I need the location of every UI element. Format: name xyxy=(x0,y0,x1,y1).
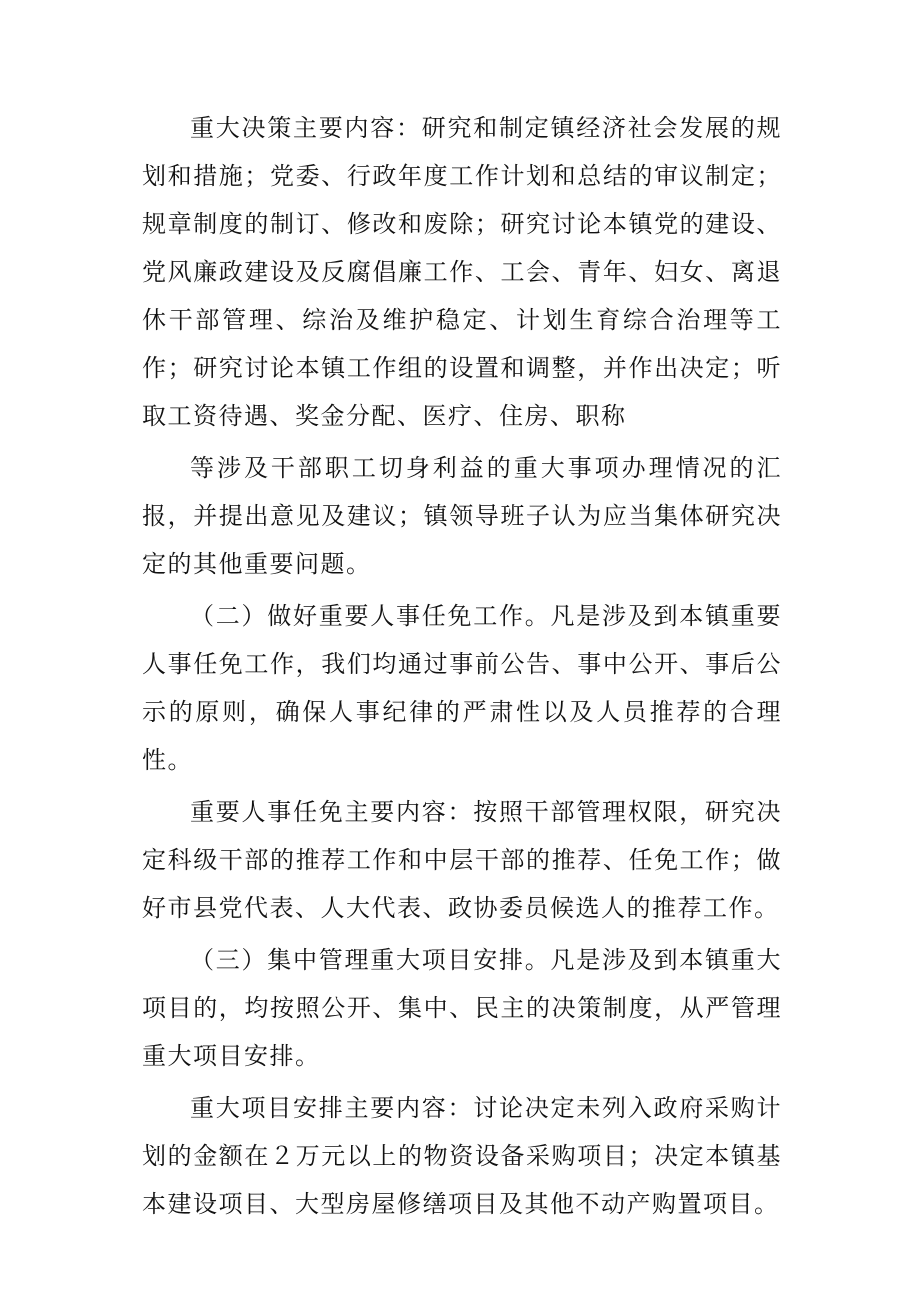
paragraph-major-projects: （三）集中管理重大项目安排。凡是涉及到本镇重大项目的，均按照公开、集中、民主的决策制度，从严管理重大项目安排。 xyxy=(142,946,782,1070)
paragraph-personnel-content: 重要人事任免主要内容：按照干部管理权限，研究决定科级干部的推荐工作和中层干部的推荐、任免工作；做好市县党代表、人大代表、政协委员候选人的推荐工作。 xyxy=(142,798,782,922)
paragraph-major-decisions: 重大决策主要内容：研究和制定镇经济社会发展的规划和措施；党委、行政年度工作计划和总结的审议制定；规章制度的制订、修改和废除；研究讨论本镇党的建设、党风廉政建设及反腐倡廉工作、工会、青年、妇女、离退休干部管理、综治及维护稳定、计划生育综合治理等工作；研究讨论本镇工作组的设置和调整，并作出决定；听取工资待遇、奖金分配、医疗、住房、职称 xyxy=(142,114,782,430)
paragraph-major-projects-content: 重大项目安排主要内容：讨论决定未列入政府采购计划的金额在２万元以上的物资设备采购项目；决定本镇基本建设项目、大型房屋修缮项目及其他不动产购置项目。 xyxy=(142,1094,782,1218)
document-body xyxy=(142,104,782,1228)
paragraph-major-decisions-continued: 等涉及干部职工切身利益的重大事项办理情况的汇报，并提出意见及建议；镇领导班子认为应当集体研究决定的其他重要问题。 xyxy=(142,454,782,578)
paragraph-personnel-appointments: （二）做好重要人事任免工作。凡是涉及到本镇重要人事任免工作，我们均通过事前公告、事中公开、事后公示的原则，确保人事纪律的严肃性以及人员推荐的合理性。 xyxy=(142,602,782,774)
